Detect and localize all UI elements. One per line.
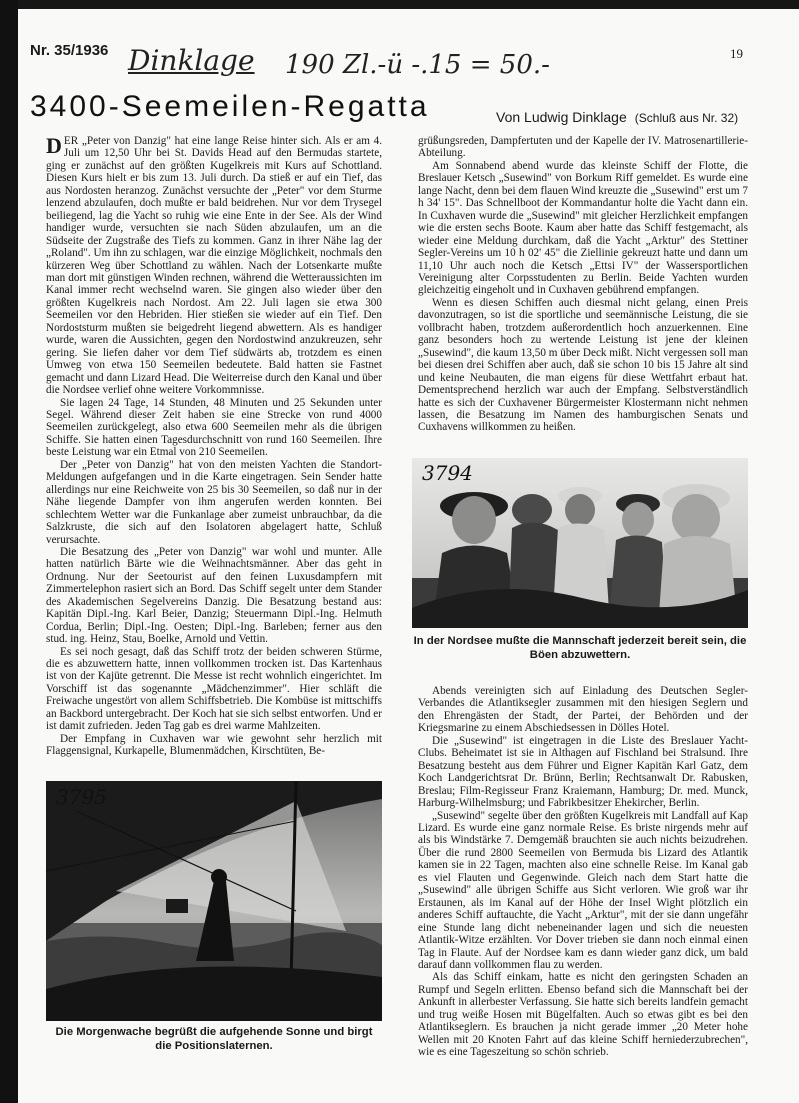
sail-photo-image xyxy=(46,781,382,1021)
paragraph: Der Empfang in Cuxhaven war wie gewohnt sehr herzlich mit Flaggensignal, Kurkapelle, Blumenmädchen, Kirschtüten, Be- xyxy=(46,732,382,758)
paragraph: Die Besatzung des „Peter von Danzig" war wohl und munter. Alle hatten natürlich Bärte wie die Weihnachtsmänner. Aber das geht in Ordnung. Nur der Seetourist auf den feinen Luxusdampfern mit Zimmertelephon rasiert sich an Bord. Das Schiff segelt unter dem Stander des Akademischen Segelvereins Danzig. Die Besatzung bestand aus: Kapitän Dipl.-Ing. Karl Beier, Danzig; Steuermann Dipl.-Ing. Helmuth Cordua, Berlin; Dipl.-Ing. Oesten; Dipl.-Ing. Barleben; ferner aus den stud. ing. Heinz, Stau, Boelke, Arnold und Vettin. xyxy=(46,545,382,646)
photo-number-crew: 3794 xyxy=(422,461,473,485)
right-column-top-text xyxy=(418,135,748,434)
scan-edge-left xyxy=(0,0,18,1103)
article-title: 3400-Seemeilen-Regatta xyxy=(30,90,430,123)
photo-number-sail: 3795 xyxy=(56,785,107,809)
paragraph: Als das Schiff einkam, hatte es nicht den geringsten Schaden an Rumpf und Segeln erlitten. Ebenso befand sich die Mannschaft bei der Ankunft in allerbester Verfassung. Sie hatte sich bereits landfein gemacht und trug weiße Hosen mit Bügelfalten. Auch so etwas gibt es bei den Atlantikseglern. Es brauchen ja nicht gerade immer „20 Meter hohe Wellen mit 20 Knoten Fahrt auf das kleine Schiff herniederzubrechen", wie es eine Tageszeitung so schön schrieb. xyxy=(418,971,748,1059)
drop-cap: D xyxy=(46,133,62,158)
paragraph: Am Sonnabend abend wurde das kleinste Schiff der Flotte, die Breslauer Ketsch „Susewind" von Borkum Riff gemeldet. Es wurde eine lange Nacht, denn bei dem flauen Wind kreuzte die „Susewind" erst um 7 h 34' 15". Das Schnellboot der Kommandantur holte die Yacht dann ein. In Cuxhaven wurde die „Susewind" mit gleicher Herzlichkeit empfangen wie die ersten sechs Boote. Kaum aber hatte das Schiff festgemacht, als wieder eine Meldung durchkam, daß die Yacht „Arktur" des Stettiner Segler-Vereins um 10 h 02' 45" die Ziellinie gekreuzt hatte und dann um 11,10 Uhr auch noch die Ketsch „Ettsi IV" der Wassersportlichen Vereinigung alter Corpsstudenten zu Berlin. Beide Yachten wurden gleichzeitig eingeholt und in Cuxhaven gebührend empfangen. xyxy=(418,159,748,297)
scan-edge-top xyxy=(0,0,799,9)
issue-number: Nr. 35/1936 xyxy=(30,42,109,59)
paragraph: grüßungsreden, Dampfertuten und der Kapelle der IV. Matrosenartillerie-Abteilung. xyxy=(418,135,748,160)
paragraph: Der „Peter von Danzig" hat von den meisten Yachten die Standort-Meldungen aufgefangen und in die Karte eingetragen. Sein Sender hatte allerdings nur eine Reichweite von 25 bis 30 Seemeilen, so daß nur in der Nähe liegende Dampfer von ihm angerufen werden konnten. Bei schlechtem Wetter war die Funkanlage aber zumeist unbrauchbar, da die Salzkruste, die sich auf den Isolatoren abgelagert hatte, Schluß verursachte. xyxy=(46,458,382,546)
crew-photo-caption: In der Nordsee mußte die Mannschaft jederzeit bereit sein, die Böen abzuwettern. xyxy=(413,635,747,661)
paragraph: DER „Peter von Danzig" hat eine lange Reise hinter sich. Als er am 4. Juli um 12,50 Uhr bei St. Davids Head auf den Bermudas startete, ging er zunächst auf den größten Kugelkreis mit Kurs auf Schottland. Diesen Kurs hielt er bis zum 13. Juli durch. Da stieß er auf ein Tief, das aus Nordosten heranzog. Zunächst versuchte der „Peter" vor dem Sturme lenzend abzulaufen, doch mußte er bald beidrehen. Nur vor dem Trysegel beiliegend, lag die Yacht so ruhig wie eine Ente in der See. Als der Wind handiger wurde, versuchten sie nach Süden abzulaufen, um an die Südseite der Zugstraße des Tiefs zu kommen. Ganz in ihrer Nähe lag der „Roland". Um ihn zu schlagen, war die einzige Möglichkeit, nochmals den kürzeren Weg über Schottland zu wählen. Nach der Lotsenkarte mußte man dort mit günstigen Winden rechnen, während die Wetteraussichten im Kanal immer recht wechselnd waren. Sie gingen also wieder über den größten Kugelkreis nach Nordost. Am 22. Juli lagen sie etwa 300 Seemeilen vor den Hebriden. Hier stießen sie wieder auf ein Tief. Den Nordoststurm mußten sie beigedreht liegend abwettern. Als es handiger wurde, waren die Aussichten, gegen den Nordostwind anzukreuzen, sehr gering. Sie liefen daher vor dem Tief südwärts ab, trotzdem es einen Umweg von etwa 150 Seemeilen bedeutete. Bald hatten sie Fastnet gemacht und dann Lizard Head. Die Weiterreise durch den Kanal und über die Nordsee verlief ohne weitere Vorkommnisse. xyxy=(46,133,382,397)
paragraph: Es sei noch gesagt, daß das Schiff trotz der beiden schweren Stürme, die es abzuwettern hatte, innen vollkommen trocken ist. Das Kartenhaus ist von der Kajüte getrennt. Die Messe ist recht wohnlich eingerichtet. Im Vorschiff ist das sogenannte „Mädchenzimmer". Hier schläft die Freiwache ungestört von allem Schiffsbetrieb. Die Kombüse ist mittschiffs an Backbord untergebracht. Der Koch hat sie sich selbst entworfen. Und er ist damit zufrieden. Jeden Tag gab es drei warme Mahlzeiten. xyxy=(46,645,382,733)
paragraph: Die „Susewind" ist eingetragen in die Liste des Breslauer Yacht-Clubs. Beheimatet ist sie in Althagen auf Fischland bei Stralsund. Ihre Besatzung besteht aus dem Führer und Eigner Kapitän Karl Gatz, dem Koch Landgerichtsrat Dr. Brünn, Berlin; Rechtsanwalt Dr. Rabusken, Breslau; Film-Regisseur Franz Kraiemann, Hamburg; Dr. med. Munck, Harburg-Wilhelmsburg; und Fabrikbesitzer Ehekircher, Berlin. xyxy=(418,734,748,810)
sail-photo-caption: Die Morgenwache begrüßt die aufgehende Sonne und birgt die Positionslaternen. xyxy=(55,1026,373,1052)
sail-photo xyxy=(46,781,382,1021)
left-column-text xyxy=(46,135,382,767)
handwritten-author-note: Dinklage xyxy=(128,44,255,77)
paragraph: Abends vereinigten sich auf Einladung des Deutschen Segler-Verbandes die Atlantiksegler zusammen mit den hiesigen Seglern und den Ehrengästen der Stadt, der Partei, der Behörden und der Kriegsmarine zu einem Abschiedsessen in Dölles Hotel. xyxy=(418,685,748,735)
right-column-bottom-text xyxy=(418,685,748,1063)
byline xyxy=(496,109,738,125)
handwritten-fee-note: 190 Zl.-ü -.15 = 50.- xyxy=(285,50,550,80)
author: Von Ludwig Dinklage xyxy=(496,109,627,125)
paragraph: Wenn es diesen Schiffen auch diesmal nicht gelang, einen Preis davonzutragen, so ist die sportliche und seemännische Leistung, die sie vollbracht haben, trotzdem außerordentlich hoch anzuerkennen. Eine ganz besonders hoch zu wertende Leistung ist jene der kleinen „Susewind", die kaum 13,50 m über Deck mißt. Nicht vergessen soll man bei diesen drei Schiffen aber auch, daß sie schon 10 bis 15 Jahre alt sind und keine Neubauten, die man eigens für diese Wettfahrt erbaut hat. Dementsprechend herzlich war auch der Empfang. Selbstverständlich hatte es sich der Cuxhavener Bürgermeister Klostermann nicht nehmen lassen, die Besatzung im Namen des hamburgischen Senats und Cuxhavens willkommen zu heißen. xyxy=(418,296,748,434)
continued-reference: (Schluß aus Nr. 32) xyxy=(634,111,739,125)
page-number: 19 xyxy=(730,46,743,61)
paragraph: „Susewind" segelte über den größten Kugelkreis mit Landfall auf Kap Lizard. Es wurde eine ganz normale Reise. Es briste nirgends mehr auf als bis Windstärke 7. Demgemäß brauchten sie auch nichts beizudrehen. Über die rund 2800 Seemeilen von Bermuda bis Lizard des Atlantik kamen sie in 22 Tagen, machten also eine schnelle Reise. Im Kanal gab es viel Flauten und Gegenwinde. Gleich nach dem Start hatte die „Susewind" alle übrigen Schiffe aus Sicht verloren. Wie groß war ihr Erstaunen, als im Kanal auf der Höhe der Insel Wight plötzlich ein anderes Schiff auftauchte, die Yacht „Arktur", mit der sie dann ungefähr eine Stunde lang dicht nebeneinander lagen und sich die neuesten Atlantik-Witze erzählten. Vor Dover trieben sie dann noch einmal einen Tag in Flaute. Auf der Nordsee kam es dann wieder ganz dick, um bald darauf dann vollkommen flau zu werden. xyxy=(418,809,748,971)
paragraph: Sie lagen 24 Tage, 14 Stunden, 48 Minuten und 25 Sekunden unter Segel. Während dieser Zeit haben sie eine Strecke von rund 4000 Seemeilen zurückgelegt, also etwa 600 Seemeilen mehr als die übrigen Schiffe. Sie hatten einen Tagesdurchschnitt von rund 160 Seemeilen. Ihre beste Leistung war ein Etmal von 210 Seemeilen. xyxy=(46,396,382,459)
